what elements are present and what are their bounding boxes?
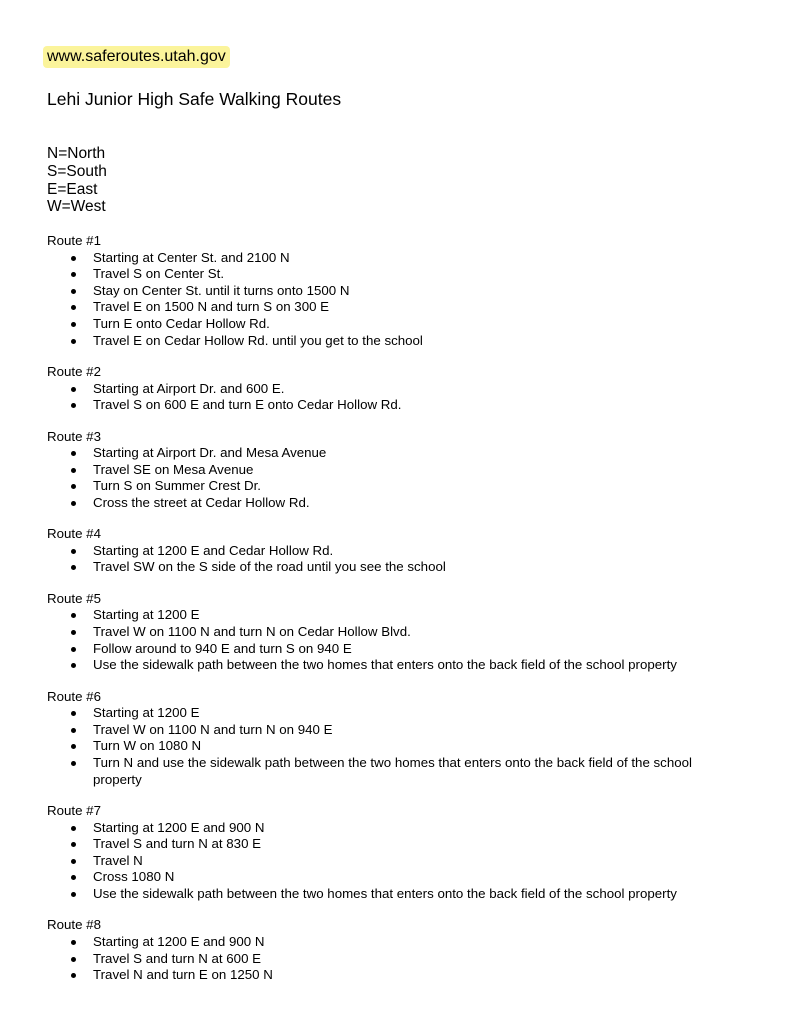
- bullet-icon: [71, 826, 76, 831]
- bullet-icon: [71, 256, 76, 261]
- bullet-icon: [71, 322, 76, 327]
- route-step: [47, 299, 715, 316]
- bullet-icon: [71, 875, 76, 880]
- bullet-icon: [71, 761, 76, 766]
- route-step: [47, 559, 715, 576]
- bullet-icon: [71, 387, 76, 392]
- route-steps: [47, 445, 747, 511]
- route-step-text: Travel SW on the S side of the road until you see the school: [93, 559, 446, 575]
- route-step: [47, 869, 715, 886]
- legend-north: N=North: [47, 145, 106, 162]
- route-step: [47, 266, 715, 283]
- route-step-text: Stay on Center St. until it turns onto 1500 N: [93, 282, 350, 298]
- route-step: [47, 705, 715, 722]
- route-step: [47, 886, 715, 903]
- route-step: [47, 283, 715, 300]
- route-step-text: Use the sidewalk path between the two homes that enters onto the back field of the school property: [93, 885, 677, 901]
- route-step-text: Starting at 1200 E and 900 N: [93, 819, 265, 835]
- bullet-icon: [71, 711, 76, 716]
- route-step-text: Turn W on 1080 N: [93, 738, 202, 754]
- route-section: [47, 526, 747, 576]
- route-step-text: Starting at 1200 E: [93, 607, 200, 623]
- route-heading: Route #2: [47, 363, 101, 379]
- bullet-icon: [71, 305, 76, 310]
- bullet-icon: [71, 647, 76, 652]
- route-heading: Route #1: [47, 233, 101, 248]
- route-step: [47, 333, 715, 350]
- route-heading: Route #7: [47, 803, 101, 818]
- route-step: [47, 462, 715, 479]
- bullet-icon: [71, 468, 76, 473]
- legend-south: S=South: [47, 162, 107, 180]
- route-step: [47, 738, 715, 755]
- document-title: Lehi Junior High Safe Walking Routes: [47, 89, 342, 109]
- route-step: [47, 755, 715, 788]
- bullet-icon: [71, 289, 76, 294]
- route-list: [47, 233, 747, 999]
- route-step-text: Starting at Center St. and 2100 N: [93, 249, 290, 265]
- route-step: [47, 836, 715, 853]
- route-section: [47, 803, 747, 903]
- route-step-text: Turn E onto Cedar Hollow Rd.: [93, 315, 270, 331]
- bullet-icon: [71, 403, 76, 408]
- route-steps: [47, 705, 747, 788]
- bullet-icon: [71, 892, 76, 897]
- route-section: [47, 591, 747, 674]
- bullet-icon: [71, 842, 76, 847]
- direction-legend: [47, 145, 107, 216]
- bullet-icon: [71, 630, 76, 635]
- route-steps: [47, 250, 747, 350]
- route-steps: [47, 543, 747, 576]
- bullet-icon: [71, 272, 76, 277]
- route-step: [47, 657, 715, 674]
- bullet-icon: [71, 859, 76, 864]
- route-step: [47, 543, 715, 560]
- route-steps: [47, 820, 747, 903]
- bullet-icon: [71, 973, 76, 978]
- route-step: [47, 250, 715, 267]
- route-step-text: Travel S and turn N at 600 E: [93, 950, 262, 966]
- bullet-icon: [71, 728, 76, 733]
- route-heading: Route #8: [47, 917, 101, 933]
- route-step-text: Travel S on 600 E and turn E onto Cedar Hollow Rd.: [93, 397, 402, 413]
- route-step: [47, 316, 715, 333]
- bullet-icon: [71, 663, 76, 668]
- route-step-text: Travel E on 1500 N and turn S on 300 E: [93, 299, 330, 315]
- bullet-icon: [71, 957, 76, 962]
- route-section: [47, 364, 747, 414]
- route-step: [47, 951, 715, 968]
- route-section: [47, 233, 747, 349]
- route-step-text: Travel SE on Mesa Avenue: [93, 461, 254, 477]
- route-step: [47, 934, 715, 951]
- legend-east: E=East: [47, 180, 98, 198]
- route-heading: Route #6: [47, 688, 101, 704]
- route-step: [47, 853, 715, 870]
- route-step-text: Starting at Airport Dr. and Mesa Avenue: [93, 445, 327, 461]
- route-step: [47, 641, 715, 658]
- route-step-text: Starting at Airport Dr. and 600 E.: [93, 380, 285, 396]
- route-step: [47, 495, 715, 512]
- route-step-text: Starting at 1200 E and 900 N: [93, 933, 265, 949]
- route-step: [47, 381, 715, 398]
- route-section: [47, 689, 747, 789]
- route-step: [47, 607, 715, 624]
- route-step-text: Starting at 1200 E: [93, 705, 200, 721]
- route-step: [47, 722, 715, 739]
- bullet-icon: [71, 565, 76, 570]
- bullet-icon: [71, 501, 76, 506]
- route-heading: Route #3: [47, 428, 101, 444]
- route-step: [47, 445, 715, 462]
- route-step-text: Cross the street at Cedar Hollow Rd.: [93, 494, 310, 510]
- route-step-text: Follow around to 940 E and turn S on 940 E: [93, 640, 352, 656]
- bullet-icon: [71, 484, 76, 489]
- route-step-text: Turn N and use the sidewalk path between the two homes that enters onto the back field of the school property: [93, 755, 692, 787]
- route-step: [47, 820, 715, 837]
- route-step: [47, 624, 715, 641]
- route-steps: [47, 934, 747, 984]
- route-step-text: Travel S on Center St.: [93, 266, 225, 282]
- route-step-text: Turn S on Summer Crest Dr.: [93, 478, 261, 494]
- bullet-icon: [71, 744, 76, 749]
- route-step-text: Travel W on 1100 N and turn N on 940 E: [93, 721, 333, 737]
- route-section: [47, 429, 747, 512]
- bullet-icon: [71, 339, 76, 344]
- route-steps: [47, 607, 747, 673]
- website-url: www.saferoutes.utah.gov: [43, 46, 230, 68]
- route-step-text: Use the sidewalk path between the two homes that enters onto the back field of the school property: [93, 657, 677, 673]
- route-step: [47, 967, 715, 984]
- route-step-text: Travel E on Cedar Hollow Rd. until you get to the school: [93, 332, 423, 348]
- route-step-text: Travel W on 1100 N and turn N on Cedar Hollow Blvd.: [93, 624, 411, 640]
- route-step: [47, 478, 715, 495]
- route-step: [47, 397, 715, 414]
- route-heading: Route #5: [47, 590, 101, 606]
- route-step-text: Starting at 1200 E and Cedar Hollow Rd.: [93, 542, 334, 558]
- legend-west: W=West: [47, 198, 106, 216]
- route-step-text: Cross 1080 N: [93, 869, 175, 885]
- route-step-text: Travel S and turn N at 830 E: [93, 836, 262, 852]
- bullet-icon: [71, 940, 76, 945]
- bullet-icon: [71, 613, 76, 618]
- route-section: [47, 917, 747, 983]
- bullet-icon: [71, 451, 76, 456]
- route-steps: [47, 381, 747, 414]
- route-heading: Route #4: [47, 526, 101, 542]
- bullet-icon: [71, 549, 76, 554]
- route-step-text: Travel N and turn E on 1250 N: [93, 967, 273, 983]
- route-step-text: Travel N: [93, 852, 143, 868]
